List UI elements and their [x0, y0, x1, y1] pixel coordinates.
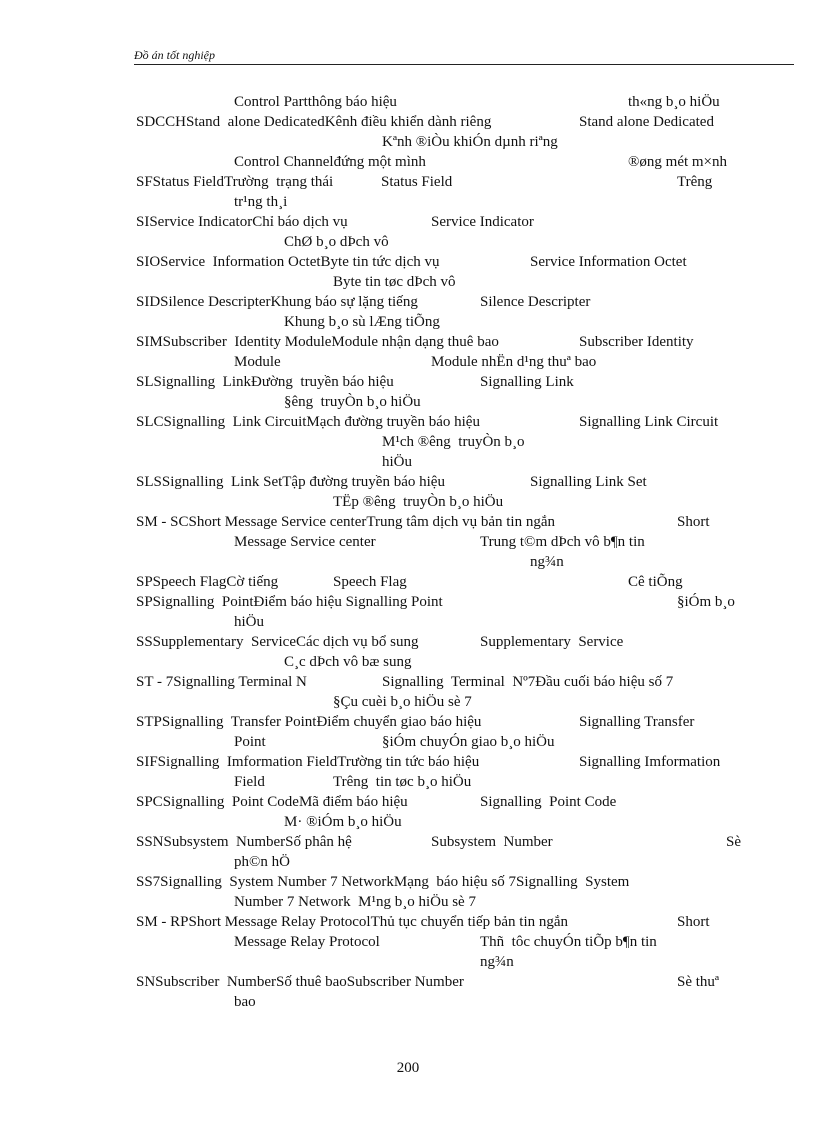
- glossary-line: Trêng tin tøc b¸o hiÖu: [333, 774, 472, 790]
- glossary-line: Short: [677, 914, 710, 930]
- glossary-line: Signalling Terminal Nº7Đầu cuối báo hiệu số 7: [382, 674, 674, 690]
- glossary-line: SM - SCShort Message Service centerTrung tâm dịch vụ bản tin ngắn: [136, 514, 555, 530]
- glossary-line: SIDSilence DescripterKhung báo sự lặng tiếng: [136, 294, 418, 310]
- glossary-line: ng¾n: [530, 554, 564, 570]
- glossary-line: hiÖu: [234, 614, 264, 630]
- glossary-line: Trung t©m dÞch vô b¶n tin: [480, 534, 645, 550]
- glossary-line: M¹ch ®êng truyÒn b¸o: [382, 434, 525, 450]
- glossary-line: Service Indicator: [431, 214, 534, 230]
- glossary-line: Stand alone Dedicated: [579, 114, 714, 130]
- glossary-line: ph©n hÖ: [234, 854, 290, 870]
- glossary-line: Subsystem Number: [431, 834, 553, 850]
- glossary-line: Number 7 Network M¹ng b¸o hiÖu sè 7: [234, 894, 476, 910]
- document-header: Đồ án tốt nghiệp: [134, 48, 215, 62]
- glossary-line: Signalling Transfer: [579, 714, 695, 730]
- glossary-line: Signalling Link Set: [530, 474, 647, 490]
- glossary-line: SFStatus FieldTrường trạng thái: [136, 174, 334, 190]
- glossary-line: M· ®iÓm b¸o hiÖu: [284, 814, 402, 830]
- glossary-line: Trêng: [677, 174, 713, 190]
- glossary-line: SIOService Information OctetByte tin tức dịch vụ: [136, 254, 440, 270]
- glossary-line: Speech Flag: [333, 574, 407, 590]
- glossary-line: Point: [234, 734, 266, 750]
- glossary-line: C¸c dÞch vô bæ sung: [284, 654, 412, 670]
- glossary-line: tr¹ng th¸i: [234, 194, 288, 210]
- glossary-line: Signalling Link: [480, 374, 574, 390]
- glossary-line: SLSSignalling Link SetTập đường truyền báo hiệu: [136, 474, 445, 490]
- glossary-line: hiÖu: [382, 454, 412, 470]
- glossary-line: Module: [234, 354, 281, 370]
- glossary-line: SLCSignalling Link CircuitMạch đường truyền báo hiệu: [136, 414, 480, 430]
- glossary-line: Control Channelđứng một mình: [234, 154, 426, 170]
- glossary-line: §iÓm chuyÓn giao b¸o hiÖu: [382, 734, 555, 750]
- glossary-line: ng¾n: [480, 954, 514, 970]
- glossary-line: TËp ®êng truyÒn b¸o hiÖu: [333, 494, 504, 510]
- glossary-line: Cê tiÕng: [628, 574, 683, 590]
- glossary-line: th«ng b¸o hiÖu: [628, 94, 720, 110]
- glossary-line: SNSubscriber NumberSố thuê baoSubscriber Number: [136, 974, 464, 990]
- glossary-line: Field: [234, 774, 265, 790]
- glossary-line: ®øng mét m×nh: [628, 154, 728, 170]
- glossary-line: Supplementary Service: [480, 634, 624, 650]
- glossary-line: §Çu cuèi b¸o hiÖu sè 7: [333, 694, 472, 710]
- glossary-line: SPSignalling PointĐiểm báo hiệu Signalling Point: [136, 594, 443, 610]
- page-number: 200: [396, 1060, 420, 1076]
- glossary-line: Message Relay Protocol: [234, 934, 380, 950]
- glossary-line: §iÓm b¸o: [677, 594, 735, 610]
- glossary-line: SIFSignalling Imformation FieldTrường tin tức báo hiệu: [136, 754, 480, 770]
- glossary-line: SIMSubscriber Identity ModuleModule nhận dạng thuê bao: [136, 334, 499, 350]
- glossary-line: STPSignalling Transfer PointĐiểm chuyển giao báo hiệu: [136, 714, 482, 730]
- glossary-line: Silence Descripter: [480, 294, 591, 310]
- glossary-line: Thñ tôc chuyÓn tiÕp b¶n tin: [480, 934, 657, 950]
- glossary-line: §êng truyÒn b¸o hiÖu: [284, 394, 421, 410]
- glossary-line: SSSupplementary ServiceCác dịch vụ bổ sung: [136, 634, 419, 650]
- glossary-line: Signalling Imformation: [579, 754, 721, 770]
- glossary-line: Sè: [726, 834, 741, 850]
- glossary-line: SS7Signalling System Number 7 NetworkMạng báo hiệu số 7Signalling System: [136, 874, 630, 890]
- glossary-line: SPCSignalling Point CodeMã điểm báo hiệu: [136, 794, 408, 810]
- glossary-line: bao: [234, 994, 256, 1010]
- glossary-line: Kªnh ®iÒu khiÓn dµnh riªng: [382, 134, 558, 150]
- glossary-line: SDCCHStand alone DedicatedKênh điều khiển dành riêng: [136, 114, 492, 130]
- glossary-line: Byte tin tøc dÞch vô: [333, 274, 456, 290]
- glossary-line: Short: [677, 514, 710, 530]
- glossary-line: Message Service center: [234, 534, 376, 550]
- glossary-line: Signalling Link Circuit: [579, 414, 719, 430]
- glossary-line: SM - RPShort Message Relay ProtocolThủ tục chuyển tiếp bản tin ngắn: [136, 914, 569, 930]
- glossary-line: Sè thuª: [677, 974, 720, 990]
- glossary-line: Status Field: [381, 174, 453, 190]
- glossary-line: Control Partthông báo hiệu: [234, 94, 397, 110]
- glossary-line: SPSpeech FlagCờ tiếng: [136, 574, 279, 590]
- glossary-line: Subscriber Identity: [579, 334, 694, 350]
- glossary-line: Service Information Octet: [530, 254, 687, 270]
- glossary-line: ST - 7Signalling Terminal N: [136, 674, 307, 690]
- glossary-line: SLSignalling LinkĐường truyền báo hiệu: [136, 374, 394, 390]
- glossary-line: Khung b¸o sù lÆng tiÕng: [284, 314, 440, 330]
- glossary-line: ChØ b¸o dÞch vô: [284, 234, 389, 250]
- glossary-line: SSNSubsystem NumberSố phân hệ: [136, 834, 352, 850]
- glossary-line: Module nhËn d¹ng thuª bao: [431, 354, 597, 370]
- glossary-line: SIService IndicatorChỉ báo dịch vụ: [136, 214, 348, 230]
- glossary-line: Signalling Point Code: [480, 794, 617, 810]
